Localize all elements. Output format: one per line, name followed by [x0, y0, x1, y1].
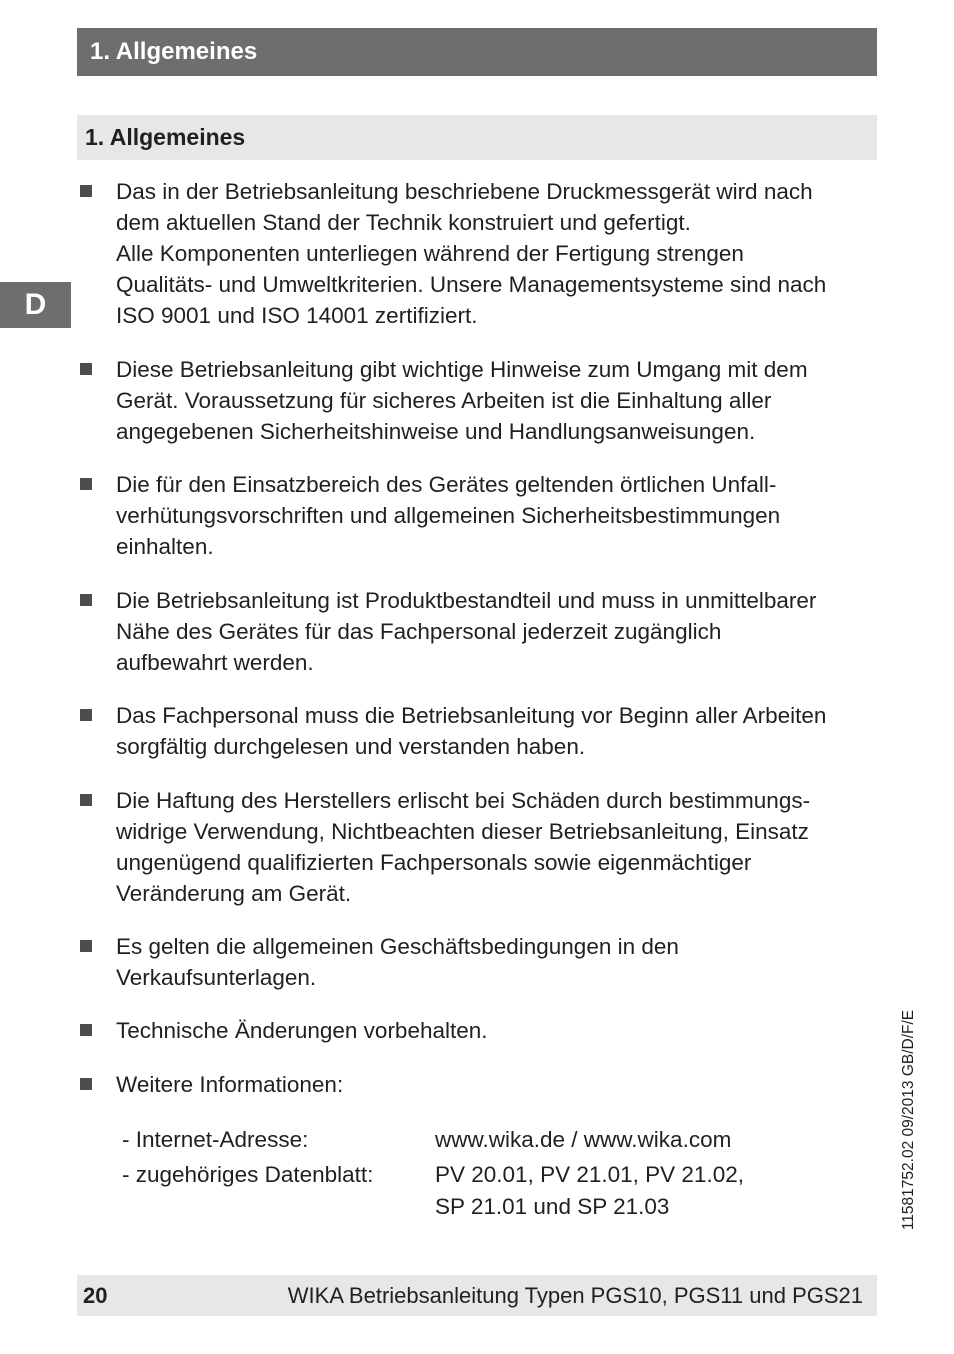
bullet-square-icon: [80, 478, 92, 490]
list-item-line: Weitere Informationen:: [116, 1072, 344, 1097]
page-number: 20: [83, 1282, 108, 1308]
list-item-line: ISO 9001 und ISO 14001 zertifiziert.: [116, 303, 478, 328]
list-item: [116, 931, 876, 993]
list-item-line: Das Fachpersonal muss die Betriebsanleitung vor Beginn aller Arbeiten: [116, 703, 827, 728]
datasheet-value-continued: SP 21.01 und SP 21.03: [435, 1194, 670, 1219]
list-item-line: Die Haftung des Herstellers erlischt bei Schäden durch bestimmungs-: [116, 788, 811, 813]
list-item-line: Nähe des Gerätes für das Fachpersonal jederzeit zugänglich: [116, 619, 722, 644]
internet-address-value: www.wika.de / www.wika.com: [435, 1127, 732, 1152]
page-footer: [77, 1275, 877, 1316]
list-item-line: Technische Änderungen vorbehalten.: [116, 1018, 488, 1043]
language-tab-label: D: [24, 288, 47, 321]
bullet-square-icon: [80, 1078, 92, 1090]
section-header: [77, 115, 877, 160]
list-item-line: Gerät. Voraussetzung für sicheres Arbeiten ist die Einhaltung aller: [116, 388, 772, 413]
list-item: [116, 1069, 876, 1100]
list-item-line: ungenügend qualifizierten Fachpersonals sowie eigenmächtiger: [116, 850, 752, 875]
list-item-line: Das in der Betriebsanleitung beschriebene Druckmessgerät wird nach: [116, 179, 813, 204]
bullet-square-icon: [80, 594, 92, 606]
datasheet-value: PV 20.01, PV 21.01, PV 21.02,: [435, 1162, 744, 1187]
list-item-line: aufbewahrt werden.: [116, 650, 314, 675]
bullet-square-icon: [80, 1024, 92, 1036]
list-item-line: Die für den Einsatzbereich des Gerätes geltenden örtlichen Unfall-: [116, 472, 777, 497]
bullet-square-icon: [80, 940, 92, 952]
list-item-line: Veränderung am Gerät.: [116, 881, 352, 906]
list-item-line: Alle Komponenten unterliegen während der Fertigung strengen: [116, 241, 744, 266]
section-title: 1. Allgemeines: [85, 124, 246, 150]
footer-title: WIKA Betriebsanleitung Typen PGS10, PGS11 und PGS21: [287, 1282, 863, 1308]
list-item: [116, 469, 876, 562]
internet-address-label: - Internet-Adresse:: [122, 1127, 309, 1152]
list-item-line: sorgfältig durchgelesen und verstanden haben.: [116, 734, 586, 759]
list-item-line: Diese Betriebsanleitung gibt wichtige Hinweise zum Umgang mit dem: [116, 357, 808, 382]
chapter-header: [77, 28, 877, 76]
list-item-line: Es gelten die allgemeinen Geschäftsbedingungen in den: [116, 934, 679, 959]
language-tab: [0, 282, 71, 328]
list-item-line: Die Betriebsanleitung ist Produktbestandteil und muss in unmittelbarer: [116, 588, 817, 613]
list-item-line: widrige Verwendung, Nichtbeachten dieser Betriebsanleitung, Einsatz: [116, 819, 809, 844]
list-item-line: Verkaufsunterlagen.: [116, 965, 317, 990]
list-item-line: dem aktuellen Stand der Technik konstruiert und gefertigt.: [116, 210, 691, 235]
bullet-square-icon: [80, 709, 92, 721]
list-item: [116, 700, 876, 762]
list-item: [116, 1015, 876, 1046]
list-item: [116, 176, 876, 331]
list-item: [116, 585, 876, 678]
list-item-line: angegebenen Sicherheitshinweise und Handlungsanweisungen.: [116, 419, 756, 444]
list-item: [116, 354, 876, 447]
list-item-line: einhalten.: [116, 534, 214, 559]
list-item: [116, 785, 876, 909]
list-item-line: Qualitäts- und Umweltkriterien. Unsere Managementsysteme sind nach: [116, 272, 827, 297]
bullet-square-icon: [80, 363, 92, 375]
datasheet-label: - zugehöriges Datenblatt:: [122, 1162, 374, 1187]
document-code-text: 11581752.02 09/2013 GB/D/F/E: [900, 1009, 917, 1231]
list-item-line: verhütungsvorschriften und allgemeinen Sicherheitsbestimmungen: [116, 503, 781, 528]
bullet-square-icon: [80, 185, 92, 197]
chapter-title: 1. Allgemeines: [90, 38, 258, 65]
bullet-square-icon: [80, 794, 92, 806]
